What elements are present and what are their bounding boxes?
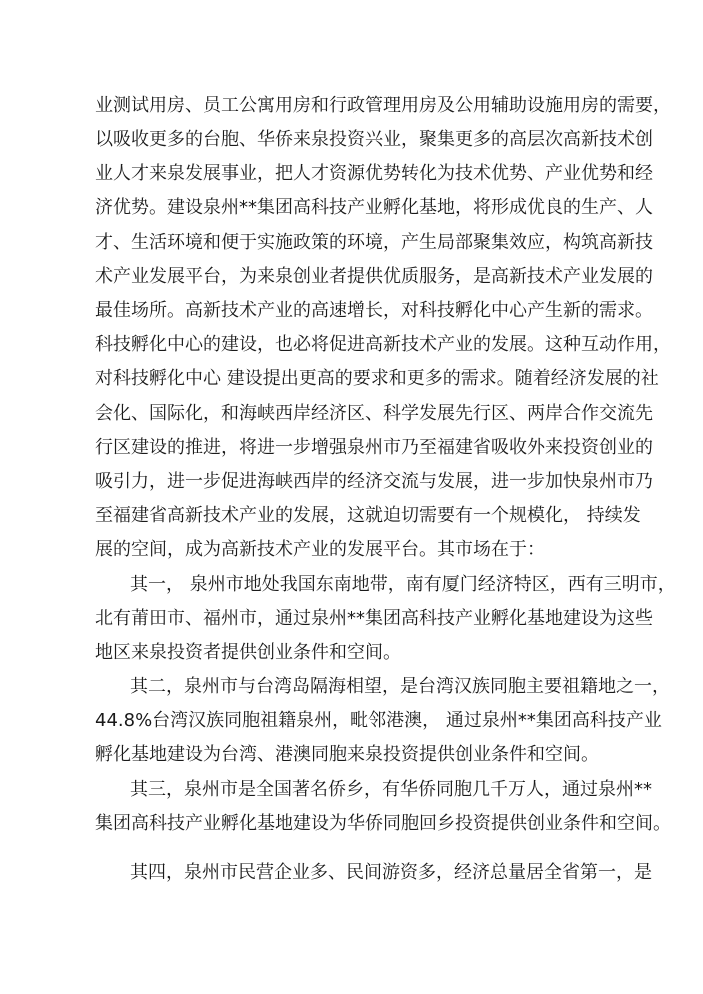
text-line: 最佳场所。高新技术产业的高速增长，对科技孵化中心产生新的需求。 bbox=[95, 300, 653, 321]
paragraph-line-first: 其二，泉州市与台湾岛隔海相望，是台湾汉族同胞主要祖籍地之一， bbox=[130, 676, 670, 697]
text-line: 吸引力，进一步促进海峡西岸的经济交流与发展，进一步加快泉州市乃 bbox=[95, 471, 653, 492]
text-line: 44.8%台湾汉族同胞祖籍泉州，毗邻港澳， 通过泉州**集团高科技产业 bbox=[95, 710, 662, 731]
text-line: 至福建省高新技术产业的发展，这就迫切需要有一个规模化， 持续发 bbox=[95, 505, 641, 526]
paragraph-line-first: 其一， 泉州市地处我国东南地带，南有厦门经济特区，西有三明市， bbox=[130, 574, 676, 595]
text-line: 业测试用房、员工公寓用房和行政管理用房及公用辅助设施用房的需要， bbox=[95, 95, 671, 116]
text-line: 展的空间，成为高新技术产业的发展平台。其市场在于： bbox=[95, 539, 545, 560]
text-line: 行区建设的推进，将进一步增强泉州市乃至福建省吸收外来投资创业的 bbox=[95, 437, 653, 458]
paragraph-line-first: 其三，泉州市是全国著名侨乡，有华侨同胞几千万人，通过泉州** bbox=[130, 779, 652, 800]
paragraph-line-first: 其四，泉州市民营企业多、民间游资多，经济总量居全省第一，是 bbox=[130, 862, 652, 883]
text-line: 业人才来泉发展事业，把人才资源优势转化为技术优势、产业优势和经 bbox=[95, 163, 653, 184]
text-line: 会化、国际化，和海峡西岸经济区、科学发展先行区、两岸合作交流先 bbox=[95, 403, 653, 424]
text-line: 才、生活环境和便于实施政策的环境，产生局部聚集效应，构筑高新技 bbox=[95, 232, 653, 253]
text-line: 术产业发展平台，为来泉创业者提供优质服务，是高新技术产业发展的 bbox=[95, 266, 653, 287]
text-line: 孵化基地建设为台湾、港澳同胞来泉投资提供创业条件和空间。 bbox=[95, 744, 599, 765]
text-line: 北有莆田市、福州市，通过泉州**集团高科技产业孵化基地建设为这些 bbox=[95, 608, 653, 629]
text-line: 地区来泉投资者提供创业条件和空间。 bbox=[95, 642, 401, 663]
text-line: 以吸收更多的台胞、华侨来泉投资兴业，聚集更多的高层次高新技术创 bbox=[95, 129, 653, 150]
text-line: 集团高科技产业孵化基地建设为华侨同胞回乡投资提供创业条件和空间。 bbox=[95, 813, 671, 834]
text-line: 科技孵化中心的建设，也必将促进高新技术产业的发展。这种互动作用， bbox=[95, 334, 671, 355]
text-line: 济优势。建设泉州**集团高科技产业孵化基地，将形成优良的生产、人 bbox=[95, 197, 653, 218]
text-line: 对科技孵化中心 建设提出更高的要求和更多的需求。随着经济发展的社 bbox=[95, 368, 659, 389]
